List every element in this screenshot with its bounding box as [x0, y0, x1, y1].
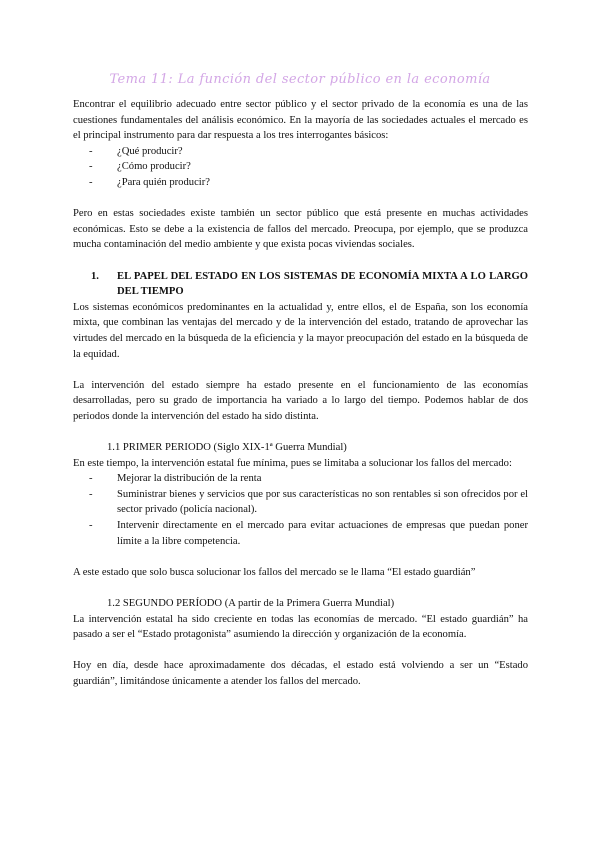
list-item: - ¿Para quién producir?: [117, 175, 528, 191]
questions-list: [73, 144, 528, 191]
second-period-closing: Hoy en día, desde hace aproximadamente dos décadas, el estado está volviendo a ser un “Estado guardián”, limitándose únicamente a atender los fallos del mercado.: [73, 660, 528, 687]
intro-paragraph: Encontrar el equilibrio adecuado entre sector público y el sector privado de la economía es una de las cuestiones fundamentales del análisis económico. En la mayoría de las sociedades actuales el mercado es el principal instrumento para dar respuesta a los tres interrogantes básicos:: [73, 99, 528, 142]
list-item: - Mejorar la distribución de la renta: [117, 471, 528, 487]
first-period-list: [73, 471, 528, 549]
subsection-heading-second-period: 1.2 SEGUNDO PERÍODO (A partir de la Primera Guerra Mundial): [107, 598, 395, 609]
second-period-text: La intervención estatal ha sido creciente en todas las economías de mercado. “El estado guardián” ha pasado a ser el “Estado protagonista” asumiendo la dirección y organización de la economía.: [73, 613, 528, 641]
section-paragraph-intervention: La intervención del estado siempre ha estado presente en el funcionamiento de las economías desarrolladas, pero su grado de importancia ha variado a lo largo del tiempo. Podemos hablar de dos periodos donde la intervención del estado ha sido distinta.: [73, 379, 528, 422]
first-period-text: En este tiempo, la intervención estatal fue mínima, pues se limitaba a solucionar los fallos del mercado:: [73, 457, 512, 469]
section-title: EL PAPEL DEL ESTADO EN LOS SISTEMAS DE ECONOMÍA MIXTA A LO LARGO DEL TIEMPO: [117, 270, 528, 298]
paragraph-market-failures: Pero en estas sociedades existe también un sector público que está presente en muchas actividades económicas. Esto se debe a la existencia de fallos del mercado. Preocupa, por ejemplo, que se produzca mucha contaminación del medio ambiente y que exista pocas viviendas sociales.: [73, 208, 528, 251]
first-period-closing: A este estado que solo busca solucionar los fallos del mercado se le llama “El estado guardián”: [73, 566, 476, 578]
section-number: 1.: [91, 270, 99, 282]
list-item: - Intervenir directamente en el mercado para evitar actuaciones de empresas que puedan poner límite a la libre competencia.: [117, 518, 528, 549]
list-item: - ¿Qué producir?: [117, 144, 528, 160]
document-title: Tema 11: La función del sector público en la economía: [109, 72, 491, 87]
section-heading: [73, 269, 528, 300]
list-item: - Suministrar bienes y servicios que por sus características no son rentables si son ofrecidos por el sector privado (policía nacional).: [117, 487, 528, 518]
document-body: [73, 97, 528, 690]
section-paragraph-mixed-economy: Los sistemas económicos predominantes en la actualidad y, entre ellos, el de España, son los economía mixta, que combinan las ventajas del mercado y de la intervención del estado, tratando de aprovechar las virtudes del mercado en la búsqueda de la eficiencia y la mayor preocupación del estado en la búsqueda de la equidad.: [73, 301, 528, 360]
list-item: - ¿Cómo producir?: [117, 159, 528, 175]
subsection-heading-first-period: 1.1 PRIMER PERIODO (Siglo XIX-1ª Guerra Mundial): [107, 442, 347, 454]
